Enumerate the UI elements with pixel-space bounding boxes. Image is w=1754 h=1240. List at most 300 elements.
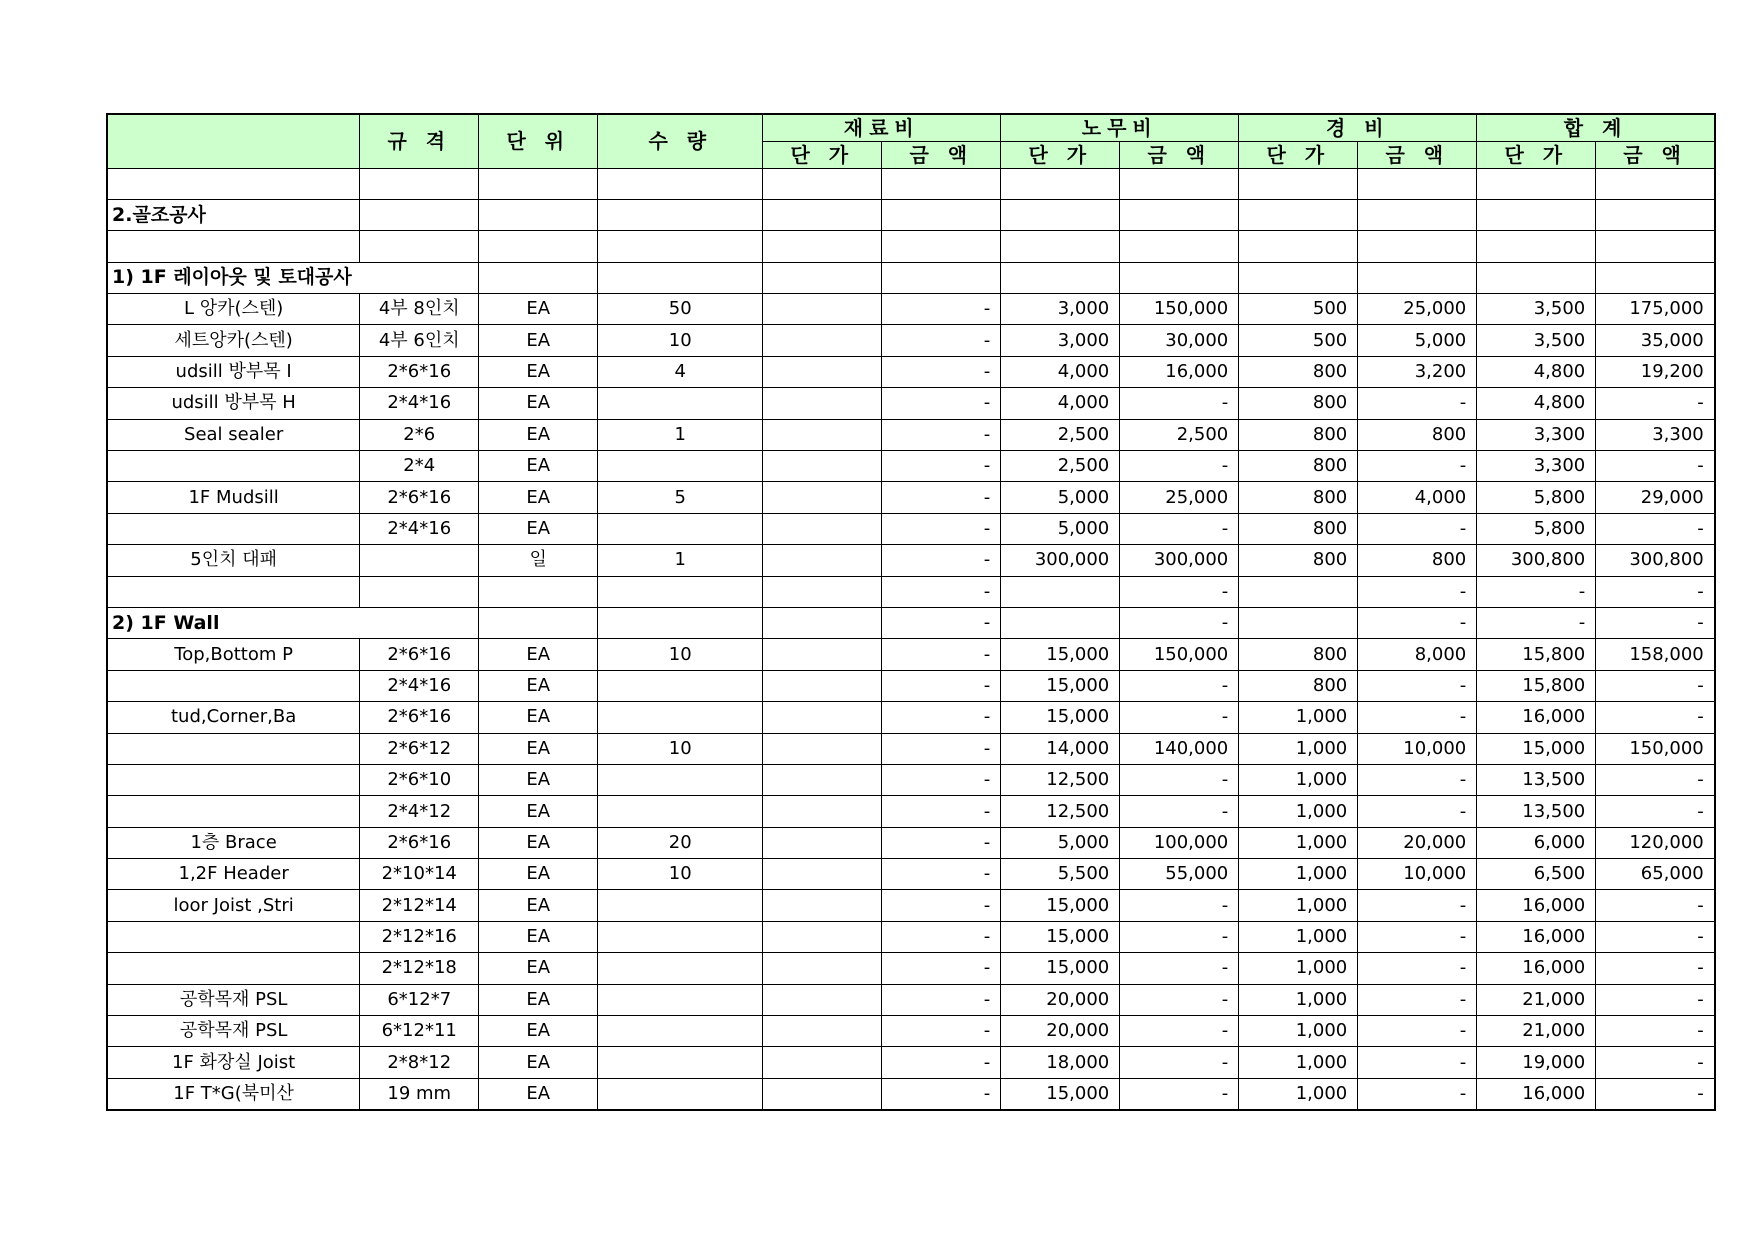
material-unit-price-cell — [763, 1078, 882, 1109]
table-row — [107, 1078, 1715, 1109]
material-unit-price-cell — [763, 670, 882, 701]
material-unit-price-cell — [763, 890, 882, 921]
item-name-cell: tud,Corner,Ba — [107, 702, 360, 733]
cell — [107, 231, 360, 262]
item-unit-cell: EA — [479, 702, 598, 733]
item-spec-cell: 2*12*18 — [360, 953, 479, 984]
total-amount-cell: - — [1596, 796, 1715, 827]
expense-amount-cell: 4,000 — [1358, 482, 1477, 513]
header-total-amount: 금 액 — [1596, 141, 1715, 168]
material-amount-cell: - — [882, 482, 1001, 513]
material-amount-cell: - — [882, 890, 1001, 921]
material-amount-cell: - — [882, 356, 1001, 387]
item-spec-cell — [360, 607, 479, 638]
total-amount-cell: - — [1596, 451, 1715, 482]
table-row — [107, 796, 1715, 827]
table-row — [107, 482, 1715, 513]
item-spec-cell: 4부 6인치 — [360, 325, 479, 356]
material-amount-cell: - — [882, 733, 1001, 764]
item-spec-cell: 2*6*16 — [360, 482, 479, 513]
item-qty-cell — [598, 890, 763, 921]
labor-unit-price-cell — [1001, 576, 1120, 607]
expense-unit-price-cell: 800 — [1239, 639, 1358, 670]
item-unit-cell: EA — [479, 796, 598, 827]
item-spec-cell: 2*12*14 — [360, 890, 479, 921]
cell — [1239, 262, 1358, 293]
item-name-cell: 1F T*G(북미산 — [107, 1078, 360, 1109]
cell — [1596, 168, 1715, 199]
total-amount-cell: - — [1596, 984, 1715, 1015]
material-unit-price-cell — [763, 545, 882, 576]
item-qty-cell — [598, 1047, 763, 1078]
total-amount-cell: 150,000 — [1596, 733, 1715, 764]
table-row — [107, 294, 1715, 325]
labor-amount-cell: - — [1120, 1047, 1239, 1078]
item-spec-cell: 2*12*16 — [360, 921, 479, 952]
item-unit-cell: EA — [479, 670, 598, 701]
material-amount-cell: - — [882, 953, 1001, 984]
item-unit-cell: EA — [479, 388, 598, 419]
cell — [598, 262, 763, 293]
total-amount-cell: 19,200 — [1596, 356, 1715, 387]
material-unit-price-cell — [763, 294, 882, 325]
total-amount-cell: - — [1596, 702, 1715, 733]
labor-amount-cell: - — [1120, 953, 1239, 984]
total-amount-cell: - — [1596, 576, 1715, 607]
section-title-main: 2.골조공사 — [107, 199, 360, 230]
labor-amount-cell: - — [1120, 513, 1239, 544]
expense-amount-cell: - — [1358, 513, 1477, 544]
cell — [1001, 231, 1120, 262]
header-material-amount: 금 액 — [882, 141, 1001, 168]
item-unit-cell: EA — [479, 639, 598, 670]
cell — [1001, 262, 1120, 293]
table-row — [107, 513, 1715, 544]
expense-unit-price-cell: 800 — [1239, 451, 1358, 482]
item-spec-cell: 2*4*16 — [360, 388, 479, 419]
total-unit-price-cell: 3,300 — [1477, 419, 1596, 450]
labor-unit-price-cell: 5,000 — [1001, 482, 1120, 513]
item-name-cell: 1F Mudsill — [107, 482, 360, 513]
total-unit-price-cell: 16,000 — [1477, 921, 1596, 952]
material-unit-price-cell — [763, 1016, 882, 1047]
item-name-cell: Seal sealer — [107, 419, 360, 450]
cell — [1477, 199, 1596, 230]
item-spec-cell: 2*6*16 — [360, 702, 479, 733]
item-name-cell: 공학목재 PSL — [107, 1016, 360, 1047]
labor-unit-price-cell: 5,000 — [1001, 513, 1120, 544]
labor-amount-cell: 25,000 — [1120, 482, 1239, 513]
item-unit-cell: 일 — [479, 545, 598, 576]
table-row — [107, 451, 1715, 482]
material-amount-cell: - — [882, 419, 1001, 450]
material-amount-cell: - — [882, 764, 1001, 795]
labor-amount-cell: - — [1120, 764, 1239, 795]
cell — [1120, 199, 1239, 230]
labor-amount-cell: 140,000 — [1120, 733, 1239, 764]
material-unit-price-cell — [763, 576, 882, 607]
table-row — [107, 1016, 1715, 1047]
table-row — [107, 890, 1715, 921]
table-row — [107, 827, 1715, 858]
cell — [763, 231, 882, 262]
total-amount-cell: - — [1596, 1016, 1715, 1047]
item-unit-cell: EA — [479, 827, 598, 858]
cell — [1239, 231, 1358, 262]
table-row — [107, 733, 1715, 764]
labor-unit-price-cell: 15,000 — [1001, 639, 1120, 670]
item-qty-cell: 10 — [598, 859, 763, 890]
material-amount-cell: - — [882, 294, 1001, 325]
material-unit-price-cell — [763, 733, 882, 764]
total-unit-price-cell: 13,500 — [1477, 764, 1596, 795]
labor-amount-cell: - — [1120, 890, 1239, 921]
item-spec-cell: 2*6*16 — [360, 827, 479, 858]
cell — [1596, 262, 1715, 293]
labor-amount-cell: - — [1120, 921, 1239, 952]
item-name-cell — [107, 576, 360, 607]
cell — [360, 168, 479, 199]
expense-unit-price-cell: 1,000 — [1239, 702, 1358, 733]
total-unit-price-cell: 15,800 — [1477, 670, 1596, 701]
item-name-cell — [107, 953, 360, 984]
material-unit-price-cell — [763, 325, 882, 356]
labor-amount-cell: 2,500 — [1120, 419, 1239, 450]
item-qty-cell: 10 — [598, 325, 763, 356]
table-row — [107, 1047, 1715, 1078]
labor-amount-cell: 150,000 — [1120, 639, 1239, 670]
cell — [1239, 199, 1358, 230]
labor-amount-cell: 16,000 — [1120, 356, 1239, 387]
expense-amount-cell: - — [1358, 1047, 1477, 1078]
total-unit-price-cell: 16,000 — [1477, 702, 1596, 733]
cell — [763, 262, 882, 293]
labor-unit-price-cell — [1001, 607, 1120, 638]
total-unit-price-cell: 4,800 — [1477, 356, 1596, 387]
item-spec-cell: 6*12*7 — [360, 984, 479, 1015]
cell — [1596, 231, 1715, 262]
item-name-cell: udsill 방부목 H — [107, 388, 360, 419]
item-unit-cell: EA — [479, 764, 598, 795]
item-unit-cell: EA — [479, 451, 598, 482]
expense-amount-cell: - — [1358, 796, 1477, 827]
item-qty-cell — [598, 921, 763, 952]
item-qty-cell: 50 — [598, 294, 763, 325]
cell — [882, 262, 1001, 293]
cell — [763, 199, 882, 230]
labor-amount-cell: - — [1120, 984, 1239, 1015]
expense-amount-cell: - — [1358, 764, 1477, 795]
material-amount-cell: - — [882, 1078, 1001, 1109]
table-row — [107, 356, 1715, 387]
labor-amount-cell: - — [1120, 576, 1239, 607]
labor-unit-price-cell: 2,500 — [1001, 451, 1120, 482]
item-spec-cell — [360, 545, 479, 576]
header-expense: 경 비 — [1239, 114, 1477, 141]
total-unit-price-cell: 16,000 — [1477, 953, 1596, 984]
cell — [763, 168, 882, 199]
total-unit-price-cell: 21,000 — [1477, 1016, 1596, 1047]
material-unit-price-cell — [763, 764, 882, 795]
material-amount-cell: - — [882, 1016, 1001, 1047]
item-name-cell: 1F 화장실 Joist — [107, 1047, 360, 1078]
expense-unit-price-cell: 800 — [1239, 513, 1358, 544]
item-spec-cell: 2*4*16 — [360, 513, 479, 544]
material-unit-price-cell — [763, 1047, 882, 1078]
material-unit-price-cell — [763, 513, 882, 544]
material-amount-cell: - — [882, 827, 1001, 858]
material-unit-price-cell — [763, 984, 882, 1015]
cell — [1358, 199, 1477, 230]
table-row — [107, 764, 1715, 795]
header-total: 합 계 — [1477, 114, 1715, 141]
expense-amount-cell: 10,000 — [1358, 859, 1477, 890]
expense-unit-price-cell: 800 — [1239, 670, 1358, 701]
total-unit-price-cell: 6,500 — [1477, 859, 1596, 890]
labor-unit-price-cell: 5,500 — [1001, 859, 1120, 890]
item-spec-cell: 2*10*14 — [360, 859, 479, 890]
header-expense-amount: 금 액 — [1358, 141, 1477, 168]
header-spec: 규 격 — [360, 114, 479, 168]
expense-unit-price-cell: 1,000 — [1239, 859, 1358, 890]
cell — [1477, 262, 1596, 293]
expense-unit-price-cell: 1,000 — [1239, 953, 1358, 984]
cell — [598, 168, 763, 199]
total-amount-cell: - — [1596, 1078, 1715, 1109]
total-amount-cell: - — [1596, 953, 1715, 984]
expense-unit-price-cell: 800 — [1239, 388, 1358, 419]
cell — [107, 168, 360, 199]
expense-amount-cell: - — [1358, 953, 1477, 984]
material-amount-cell: - — [882, 513, 1001, 544]
table-row — [107, 576, 1715, 607]
labor-amount-cell: 150,000 — [1120, 294, 1239, 325]
total-amount-cell: - — [1596, 513, 1715, 544]
labor-unit-price-cell: 15,000 — [1001, 890, 1120, 921]
item-qty-cell — [598, 1016, 763, 1047]
header-unit: 단 위 — [479, 114, 598, 168]
section-title-1: 1) 1F 레이아웃 및 토대공사 — [107, 262, 360, 293]
material-amount-cell: - — [882, 1047, 1001, 1078]
material-amount-cell: - — [882, 607, 1001, 638]
expense-amount-cell: - — [1358, 890, 1477, 921]
item-unit-cell — [479, 576, 598, 607]
table-row — [107, 859, 1715, 890]
material-unit-price-cell — [763, 356, 882, 387]
cell — [360, 262, 479, 293]
material-unit-price-cell — [763, 451, 882, 482]
item-name-cell: L 앙카(스텐) — [107, 294, 360, 325]
expense-unit-price-cell: 1,000 — [1239, 1078, 1358, 1109]
material-amount-cell: - — [882, 576, 1001, 607]
table-row — [107, 984, 1715, 1015]
total-unit-price-cell: 3,500 — [1477, 294, 1596, 325]
expense-unit-price-cell: 1,000 — [1239, 827, 1358, 858]
labor-unit-price-cell: 4,000 — [1001, 388, 1120, 419]
item-qty-cell — [598, 388, 763, 419]
item-name-cell — [107, 670, 360, 701]
item-unit-cell: EA — [479, 513, 598, 544]
material-amount-cell: - — [882, 984, 1001, 1015]
labor-amount-cell: - — [1120, 796, 1239, 827]
header-labor-amount: 금 액 — [1120, 141, 1239, 168]
item-unit-cell: EA — [479, 325, 598, 356]
item-spec-cell: 6*12*11 — [360, 1016, 479, 1047]
item-qty-cell — [598, 953, 763, 984]
item-unit-cell: EA — [479, 482, 598, 513]
expense-unit-price-cell: 800 — [1239, 482, 1358, 513]
item-unit-cell: EA — [479, 733, 598, 764]
item-unit-cell: EA — [479, 1016, 598, 1047]
total-amount-cell: - — [1596, 764, 1715, 795]
cell — [598, 199, 763, 230]
material-unit-price-cell — [763, 639, 882, 670]
item-qty-cell: 1 — [598, 419, 763, 450]
item-qty-cell — [598, 1078, 763, 1109]
header-qty: 수 량 — [598, 114, 763, 168]
item-qty-cell: 1 — [598, 545, 763, 576]
labor-amount-cell: - — [1120, 1016, 1239, 1047]
item-spec-cell: 2*6*12 — [360, 733, 479, 764]
item-unit-cell: EA — [479, 984, 598, 1015]
expense-unit-price-cell: 1,000 — [1239, 764, 1358, 795]
expense-unit-price-cell: 1,000 — [1239, 796, 1358, 827]
total-unit-price-cell: 3,300 — [1477, 451, 1596, 482]
item-name-cell: 공학목재 PSL — [107, 984, 360, 1015]
table-row — [107, 953, 1715, 984]
item-spec-cell: 2*6*16 — [360, 356, 479, 387]
table-row — [107, 419, 1715, 450]
estimate-table — [106, 113, 1716, 1111]
cell — [1596, 199, 1715, 230]
item-unit-cell: EA — [479, 419, 598, 450]
item-spec-cell: 2*8*12 — [360, 1047, 479, 1078]
total-amount-cell: - — [1596, 921, 1715, 952]
material-unit-price-cell — [763, 859, 882, 890]
total-unit-price-cell: 19,000 — [1477, 1047, 1596, 1078]
expense-amount-cell: 3,200 — [1358, 356, 1477, 387]
labor-amount-cell: - — [1120, 451, 1239, 482]
labor-amount-cell: - — [1120, 388, 1239, 419]
material-amount-cell: - — [882, 670, 1001, 701]
item-name-cell — [107, 733, 360, 764]
expense-unit-price-cell: 1,000 — [1239, 733, 1358, 764]
item-name-cell — [107, 513, 360, 544]
cell — [882, 199, 1001, 230]
header-total-unit-price: 단 가 — [1477, 141, 1596, 168]
expense-unit-price-cell: 500 — [1239, 294, 1358, 325]
material-amount-cell: - — [882, 921, 1001, 952]
item-qty-cell — [598, 984, 763, 1015]
item-name-cell: 5인치 대패 — [107, 545, 360, 576]
expense-amount-cell: - — [1358, 451, 1477, 482]
labor-unit-price-cell: 12,500 — [1001, 764, 1120, 795]
labor-unit-price-cell: 3,000 — [1001, 294, 1120, 325]
item-name-cell: 1,2F Header — [107, 859, 360, 890]
material-unit-price-cell — [763, 607, 882, 638]
expense-unit-price-cell: 1,000 — [1239, 984, 1358, 1015]
expense-unit-price-cell: 500 — [1239, 325, 1358, 356]
item-qty-cell: 10 — [598, 639, 763, 670]
cell — [360, 231, 479, 262]
cell — [882, 231, 1001, 262]
item-spec-cell: 4부 8인치 — [360, 294, 479, 325]
item-unit-cell: EA — [479, 859, 598, 890]
item-unit-cell: EA — [479, 890, 598, 921]
material-unit-price-cell — [763, 796, 882, 827]
material-amount-cell: - — [882, 388, 1001, 419]
expense-amount-cell: - — [1358, 576, 1477, 607]
cell — [360, 199, 479, 230]
total-amount-cell: - — [1596, 670, 1715, 701]
labor-unit-price-cell: 15,000 — [1001, 670, 1120, 701]
expense-amount-cell: 800 — [1358, 419, 1477, 450]
labor-unit-price-cell: 15,000 — [1001, 702, 1120, 733]
total-amount-cell: 158,000 — [1596, 639, 1715, 670]
labor-amount-cell: 300,000 — [1120, 545, 1239, 576]
total-amount-cell: 120,000 — [1596, 827, 1715, 858]
item-name-cell — [107, 451, 360, 482]
cell — [1120, 262, 1239, 293]
expense-unit-price-cell: 1,000 — [1239, 1016, 1358, 1047]
cell — [479, 231, 598, 262]
expense-unit-price-cell: 1,000 — [1239, 1047, 1358, 1078]
item-qty-cell: 10 — [598, 733, 763, 764]
expense-unit-price-cell: 1,000 — [1239, 890, 1358, 921]
item-qty-cell — [598, 451, 763, 482]
item-qty-cell — [598, 576, 763, 607]
item-spec-cell: 2*4*16 — [360, 670, 479, 701]
item-qty-cell — [598, 764, 763, 795]
labor-unit-price-cell: 20,000 — [1001, 1016, 1120, 1047]
total-unit-price-cell: 13,500 — [1477, 796, 1596, 827]
labor-unit-price-cell: 15,000 — [1001, 1078, 1120, 1109]
item-name-cell — [107, 921, 360, 952]
cell — [1120, 231, 1239, 262]
expense-amount-cell: - — [1358, 984, 1477, 1015]
item-unit-cell: EA — [479, 294, 598, 325]
total-amount-cell: 65,000 — [1596, 859, 1715, 890]
material-unit-price-cell — [763, 482, 882, 513]
cell — [1358, 262, 1477, 293]
labor-unit-price-cell: 20,000 — [1001, 984, 1120, 1015]
section-row — [107, 607, 1715, 638]
material-amount-cell: - — [882, 639, 1001, 670]
material-amount-cell: - — [882, 545, 1001, 576]
table-row — [107, 388, 1715, 419]
item-spec-cell: 2*4 — [360, 451, 479, 482]
item-spec-cell: 2*6 — [360, 419, 479, 450]
labor-amount-cell: - — [1120, 1078, 1239, 1109]
table-row — [107, 231, 1715, 262]
item-unit-cell: EA — [479, 1047, 598, 1078]
material-unit-price-cell — [763, 827, 882, 858]
total-amount-cell: 300,800 — [1596, 545, 1715, 576]
cell — [1001, 168, 1120, 199]
labor-amount-cell: 30,000 — [1120, 325, 1239, 356]
labor-unit-price-cell: 15,000 — [1001, 921, 1120, 952]
item-qty-cell: 4 — [598, 356, 763, 387]
item-unit-cell: EA — [479, 921, 598, 952]
material-amount-cell: - — [882, 702, 1001, 733]
labor-unit-price-cell: 15,000 — [1001, 953, 1120, 984]
expense-unit-price-cell: 1,000 — [1239, 921, 1358, 952]
item-name-cell — [107, 764, 360, 795]
material-amount-cell: - — [882, 796, 1001, 827]
item-unit-cell: EA — [479, 356, 598, 387]
total-amount-cell: 3,300 — [1596, 419, 1715, 450]
material-amount-cell: - — [882, 451, 1001, 482]
